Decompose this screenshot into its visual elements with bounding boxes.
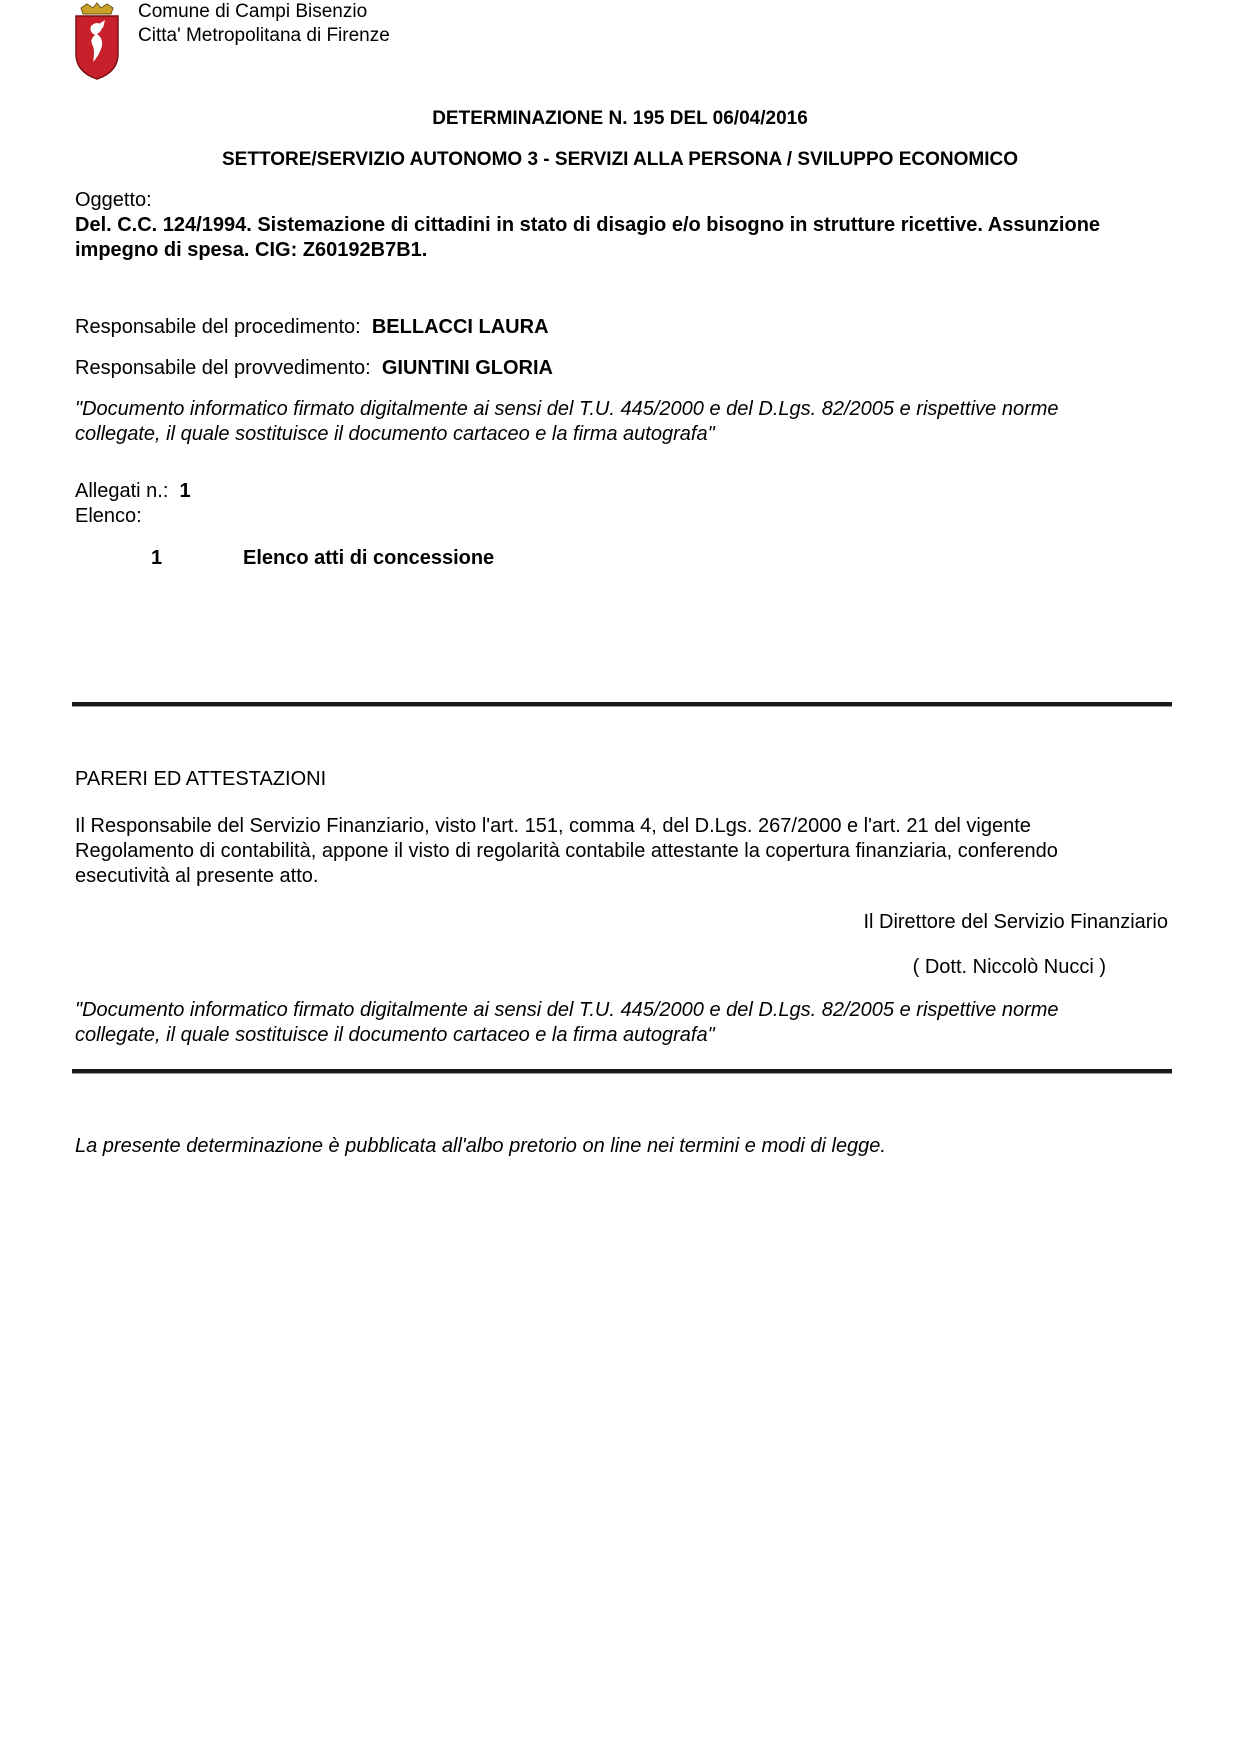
attachments-count-label: Allegati n.: xyxy=(75,480,169,502)
pareri-note-line-1: "Documento informatico firmato digitalmente ai sensi del T.U. 445/2000 e del D.Lgs. 82/2005 e rispettive norme xyxy=(75,999,1059,1021)
footer-divider xyxy=(72,1069,1172,1073)
pareri-body xyxy=(75,814,1175,889)
pareri-digital-note xyxy=(75,998,1175,1048)
municipality-header xyxy=(138,0,390,48)
metropolitan-city: Citta' Metropolitana di Firenze xyxy=(138,25,390,46)
attachment-number: 1 xyxy=(151,547,163,569)
sector-title: SETTORE/SERVIZIO AUTONOMO 3 - SERVIZI ALLA PERSONA / SVILUPPO ECONOMICO xyxy=(222,149,1018,170)
publication-note: La presente determinazione è pubblicata all'albo pretorio on line nei termini e modi di legge. xyxy=(75,1135,886,1157)
subject-line-2: impegno di spesa. CIG: Z60192B7B1. xyxy=(75,239,428,261)
provvedimento-name: GIUNTINI GLORIA xyxy=(381,357,553,379)
subject-line-1: Del. C.C. 124/1994. Sistemazione di cittadini in stato di disagio e/o bisogno in strutture ricettive. Assunzione xyxy=(75,214,1101,236)
attachment-title: Elenco atti di concessione xyxy=(243,547,495,569)
municipal-crest-icon xyxy=(73,2,121,80)
responsabile-procedimento xyxy=(75,315,1175,340)
attachments-count: 1 xyxy=(179,480,191,502)
pareri-line-3: esecutività al presente atto. xyxy=(75,865,319,887)
pareri-heading: PARERI ED ATTESTAZIONI xyxy=(75,768,327,790)
procedimento-label: Responsabile del procedimento: xyxy=(75,316,361,338)
subject-section xyxy=(75,188,1175,263)
procedimento-name: BELLACCI LAURA xyxy=(371,316,549,338)
pareri-note-line-2: collegate, il quale sostituisce il documento cartaceo e la firma autografa" xyxy=(75,1024,715,1046)
document-title: DETERMINAZIONE N. 195 DEL 06/04/2016 xyxy=(432,108,808,129)
attachments-list-label: Elenco: xyxy=(75,505,142,527)
signer-name: ( Dott. Niccolò Nucci ) xyxy=(912,956,1106,978)
attachments-section xyxy=(75,479,1175,529)
pareri-line-1: Il Responsabile del Servizio Finanziario, visto l'art. 151, comma 4, del D.Lgs. 267/2000 e l'art. 21 del vigente xyxy=(75,815,1031,837)
digital-signature-note xyxy=(75,397,1175,447)
provvedimento-label: Responsabile del provvedimento: xyxy=(75,357,371,379)
municipality-name: Comune di Campi Bisenzio xyxy=(138,1,368,22)
section-divider xyxy=(72,702,1172,706)
digital-note-line-2: collegate, il quale sostituisce il documento cartaceo e la firma autografa" xyxy=(75,423,715,445)
pareri-line-2: Regolamento di contabilità, appone il visto di regolarità contabile attestante la copertura finanziaria, conferendo xyxy=(75,840,1058,862)
responsabile-provvedimento xyxy=(75,356,1175,381)
signer-role: Il Direttore del Servizio Finanziario xyxy=(863,911,1168,933)
digital-note-line-1: "Documento informatico firmato digitalmente ai sensi del T.U. 445/2000 e del D.Lgs. 82/2005 e rispettive norme xyxy=(75,398,1059,420)
subject-label: Oggetto: xyxy=(75,189,152,211)
